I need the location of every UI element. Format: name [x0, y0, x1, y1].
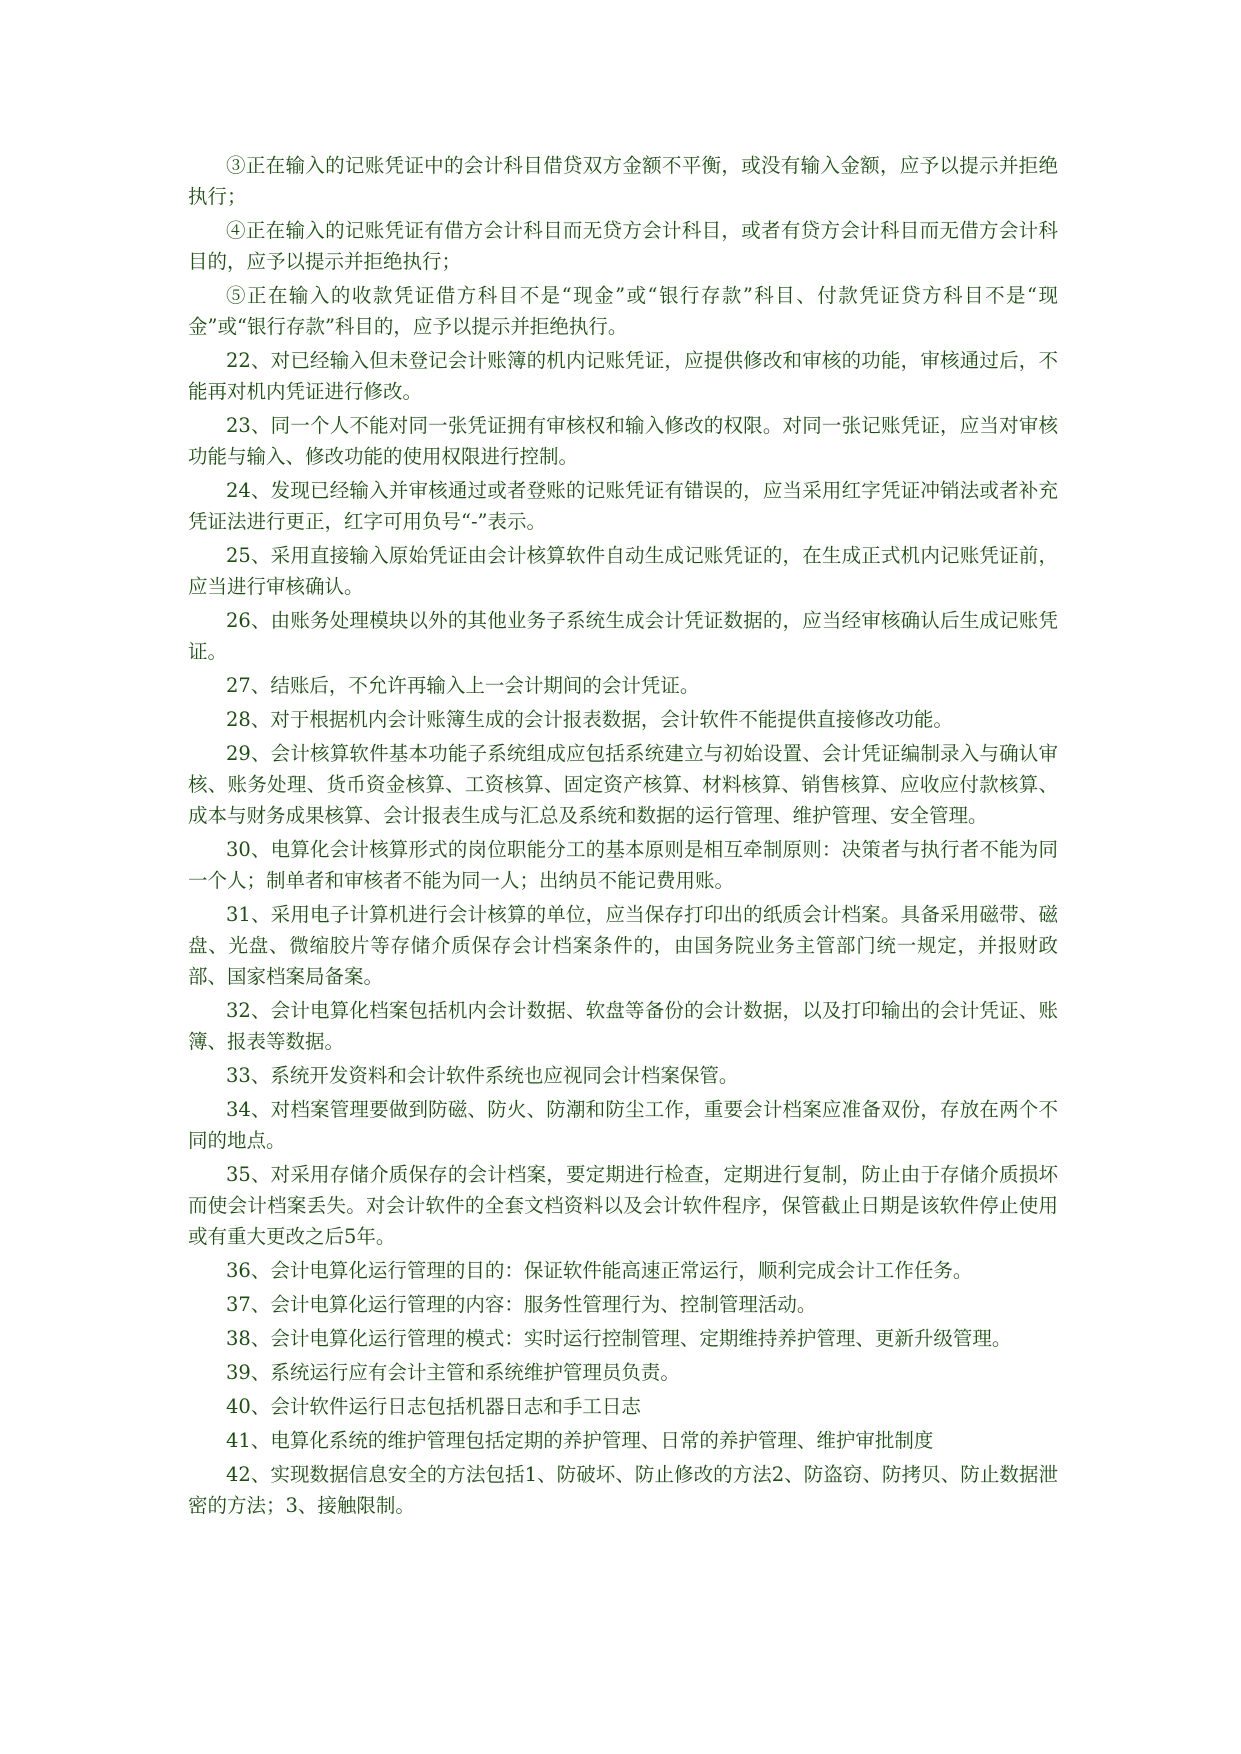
- paragraph-37: 37、会计电算化运行管理的内容：服务性管理行为、控制管理活动。: [226, 1293, 817, 1316]
- paragraph-41: 41、电算化系统的维护管理包括定期的养护管理、日常的养护管理、维护审批制度: [226, 1429, 934, 1452]
- paragraph-35: 35、对采用存储介质保存的会计档案，要定期进行检查，定期进行复制，防止由于存储介质损坏而使会计档案丢失。对会计软件的全套文档资料以及会计软件程序，保管截止日期是该软件停止使用或有重大更改之后5年。: [188, 1163, 1058, 1248]
- paragraph-27: 27、结账后，不允许再输入上一会计期间的会计凭证。: [226, 674, 700, 697]
- document-body: [188, 150, 1058, 1524]
- paragraph-31: 31、采用电子计算机进行会计核算的单位，应当保存打印出的纸质会计档案。具备采用磁带、磁盘、光盘、微缩胶片等存储介质保存会计档案条件的，由国务院业务主管部门统一规定，并报财政部、国家档案局备案。: [188, 903, 1058, 988]
- paragraph-item-3: ③正在输入的记账凭证中的会计科目借贷双方金额不平衡，或没有输入金额，应予以提示并拒绝执行；: [188, 154, 1058, 208]
- paragraph-33: 33、系统开发资料和会计软件系统也应视同会计档案保管。: [226, 1064, 739, 1087]
- paragraph-42: 42、实现数据信息安全的方法包括1、防破坏、防止修改的方法2、防盗窃、防拷贝、防止数据泄密的方法；3、接触限制。: [188, 1463, 1058, 1517]
- paragraph-23: 23、同一个人不能对同一张凭证拥有审核权和输入修改的权限。对同一张记账凭证，应当对审核功能与输入、修改功能的使用权限进行控制。: [188, 414, 1058, 468]
- paragraph-30: 30、电算化会计核算形式的岗位职能分工的基本原则是相互牵制原则：决策者与执行者不能为同一个人；制单者和审核者不能为同一人；出纳员不能记费用账。: [188, 838, 1058, 892]
- paragraph-29: 29、会计核算软件基本功能子系统组成应包括系统建立与初始设置、会计凭证编制录入与确认审核、账务处理、货币资金核算、工资核算、固定资产核算、材料核算、销售核算、应收应付款核算、成本与财务成果核算、会计报表生成与汇总及系统和数据的运行管理、维护管理、安全管理。: [188, 742, 1058, 827]
- paragraph-38: 38、会计电算化运行管理的模式：实时运行控制管理、定期维持养护管理、更新升级管理。: [226, 1327, 1012, 1350]
- paragraph-item-5: ⑤正在输入的收款凭证借方科目不是“现金”或“银行存款”科目、付款凭证贷方科目不是“现金”或“银行存款”科目的，应予以提示并拒绝执行。: [188, 284, 1058, 338]
- paragraph-34: 34、对档案管理要做到防磁、防火、防潮和防尘工作，重要会计档案应准备双份，存放在两个不同的地点。: [188, 1098, 1058, 1152]
- paragraph-24: 24、发现已经输入并审核通过或者登账的记账凭证有错误的，应当采用红字凭证冲销法或者补充凭证法进行更正，红字可用负号“-”表示。: [188, 479, 1058, 533]
- paragraph-40: 40、会计软件运行日志包括机器日志和手工日志: [226, 1395, 641, 1418]
- paragraph-36: 36、会计电算化运行管理的目的：保证软件能高速正常运行，顺利完成会计工作任务。: [226, 1259, 973, 1282]
- paragraph-32: 32、会计电算化档案包括机内会计数据、软盘等备份的会计数据，以及打印输出的会计凭证、账簿、报表等数据。: [188, 999, 1058, 1053]
- paragraph-25: 25、采用直接输入原始凭证由会计核算软件自动生成记账凭证的，在生成正式机内记账凭证前，应当进行审核确认。: [188, 544, 1058, 598]
- paragraph-39: 39、系统运行应有会计主管和系统维护管理员负责。: [226, 1361, 680, 1384]
- paragraph-item-4: ④正在输入的记账凭证有借方会计科目而无贷方会计科目，或者有贷方会计科目而无借方会计科目的，应予以提示并拒绝执行；: [188, 219, 1058, 273]
- paragraph-26: 26、由账务处理模块以外的其他业务子系统生成会计凭证数据的，应当经审核确认后生成记账凭证。: [188, 609, 1058, 663]
- paragraph-28: 28、对于根据机内会计账簿生成的会计报表数据，会计软件不能提供直接修改功能。: [226, 708, 953, 731]
- paragraph-22: 22、对已经输入但未登记会计账簿的机内记账凭证，应提供修改和审核的功能，审核通过后，不能再对机内凭证进行修改。: [188, 349, 1058, 403]
